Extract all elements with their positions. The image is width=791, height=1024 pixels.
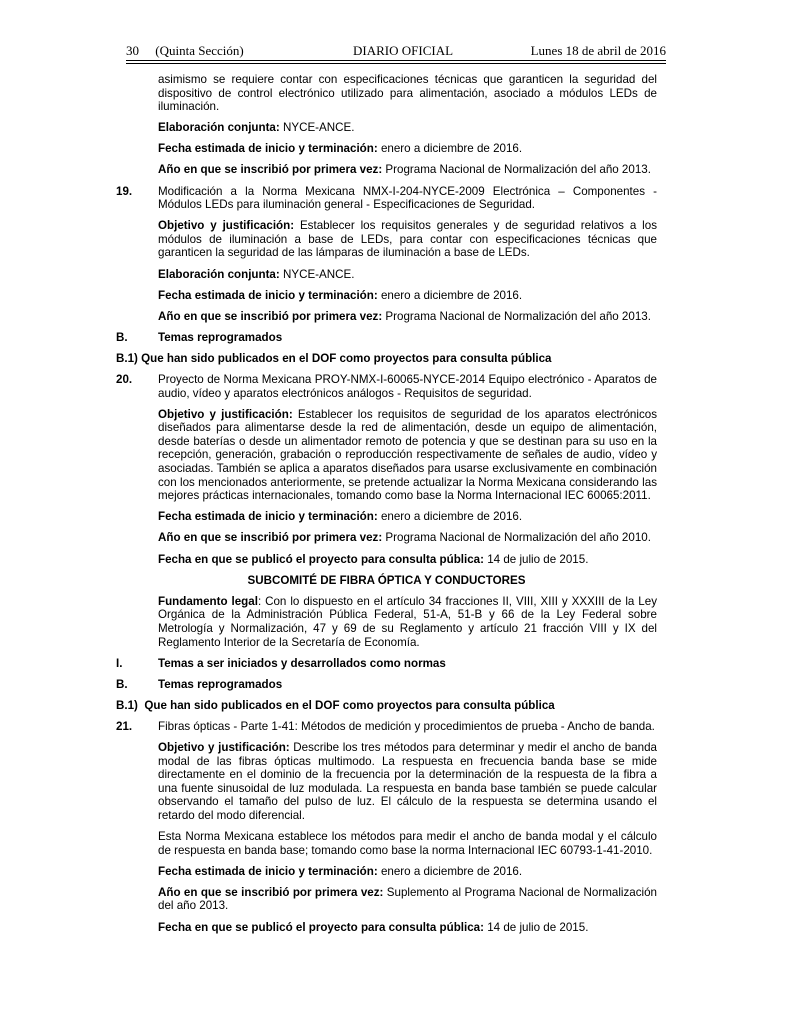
- section-b1-heading-2: B.1) Que han sido publicados en el DOF como proyectos para consulta pública: [116, 698, 555, 712]
- joint-elaboration: Elaboración conjunta: NYCE-ANCE.: [158, 121, 355, 135]
- item-19-joint-elaboration: Elaboración conjunta: NYCE-ANCE.: [158, 267, 355, 281]
- header-rule-bottom: [126, 63, 666, 64]
- item-19: 19. Modificación a la Norma Mexicana NMX-I-204-NYCE-2009 Electrónica – Componentes - Módulos LEDs para iluminación general - Especificaciones de Seguridad.: [116, 184, 657, 212]
- header-page-section: 30 (Quinta Sección): [126, 43, 244, 58]
- legal-basis: Fundamento legal: Con lo dispuesto en el artículo 34 fracciones II, VIII, XIII y XXXIII de la Ley Orgánica de la Administración Pública Federal, 51-A, 51-B y 66 de la Ley Federal sobre Metrología y Normalización, 47 y 69 de su Reglamento y artículo 21 fracción VIII y IX del Reglamento Interior de la Secretaría de Economía.: [158, 594, 657, 649]
- item-21-objective: Objetivo y justificación: Describe los tres métodos para determinar y medir el ancho de banda modal de las fibras ópticas multimodo. La respuesta en frecuencia banda base se mide directamente en el dominio de la frecuencia por la determinación de la respuesta de la fibra a una fuente sinusoidal de luz modulada. La respuesta en banda base también se puede calcular observando el tamaño del pulso de luz. El cálculo de la respuesta se determina usando el retardo del modo diferencial.: [158, 740, 657, 822]
- item-20-dates: Fecha estimada de inicio y terminación: enero a diciembre de 2016.: [158, 510, 523, 524]
- section-b1-heading: B.1) Que han sido publicados en el DOF como proyectos para consulta pública: [116, 351, 552, 365]
- document-body: [116, 73, 657, 942]
- section-b-heading-2: B. Temas reprogramados: [116, 677, 283, 691]
- item-21-registration: Año en que se inscribió por primera vez: Suplemento al Programa Nacional de Normalización del año 2013.: [158, 885, 657, 913]
- item-19-dates: Fecha estimada de inicio y terminación: enero a diciembre de 2016.: [158, 288, 523, 302]
- item-20-publication-date: Fecha en que se publicó el proyecto para consulta pública: 14 de julio de 2015.: [158, 552, 589, 566]
- item-19-objective: Objetivo y justificación: Establecer los requisitos generales y de seguridad relativos a los módulos de iluminación a base de LEDs, para contar con especificaciones técnicas que garanticen la seguridad de las lámparas de iluminación a base de LEDs.: [158, 219, 657, 260]
- item-19-registration: Año en que se inscribió por primera vez: Programa Nacional de Normalización del año 2013.: [158, 309, 651, 323]
- header-rule-top: [126, 60, 666, 61]
- item-20-registration: Año en que se inscribió por primera vez: Programa Nacional de Normalización del año 2010.: [158, 531, 651, 545]
- item-21-dates: Fecha estimada de inicio y terminación: enero a diciembre de 2016.: [158, 864, 523, 878]
- header-publication-title: DIARIO OFICIAL: [353, 43, 454, 58]
- item-21-publication-date: Fecha en que se publicó el proyecto para consulta pública: 14 de julio de 2015.: [158, 920, 589, 934]
- subcommittee-title: SUBCOMITÉ DE FIBRA ÓPTICA Y CONDUCTORES: [247, 573, 526, 587]
- item-21-description: Esta Norma Mexicana establece los métodos para medir el ancho de banda modal y el cálculo de respuesta en banda base; tomando como base la norma Internacional IEC 60793-1-41-2010.: [158, 830, 657, 857]
- continued-paragraph: asimismo se requiere contar con especificaciones técnicas que garanticen la seguridad del dispositivo de control electrónico utilizado para alimentación, asociado a módulos LEDs de iluminación.: [158, 73, 657, 114]
- item-20-objective: Objetivo y justificación: Establecer los requisitos de seguridad de los aparatos electrónicos diseñados para alimentarse desde la red de alimentación, desde un equipo de alimentación, desde baterías o desde un alimentador remoto de potencia y que se destinan para su uso en la recepción, generación, grabación o reproducción respectivamente de señales de audio, vídeo y asociadas. También se aplica a aparatos diseñados para usarse exclusivamente en combinación con los mencionados anteriormente, se pretende actualizar la Norma Mexicana considerando las mejores prácticas internacionales, tomando como base la Norma Internacional IEC 60065:2011.: [158, 407, 657, 503]
- estimated-dates: Fecha estimada de inicio y terminación: enero a diciembre de 2016.: [158, 142, 523, 156]
- header-date: Lunes 18 de abril de 2016: [530, 43, 666, 58]
- section-b-heading: B. Temas reprogramados: [116, 330, 283, 344]
- section-i-heading: I. Temas a ser iniciados y desarrollados como normas: [116, 656, 446, 670]
- first-registration-year: Año en que se inscribió por primera vez: Programa Nacional de Normalización del año 2013.: [158, 163, 651, 177]
- item-21: 21. Fibras ópticas - Parte 1-41: Métodos de medición y procedimientos de prueba - Ancho de banda.: [116, 719, 655, 733]
- item-20: 20. Proyecto de Norma Mexicana PROY-NMX-I-60065-NYCE-2014 Equipo electrónico - Aparatos de audio, vídeo y aparatos electrónicos análogos - Requisitos de seguridad.: [116, 373, 657, 400]
